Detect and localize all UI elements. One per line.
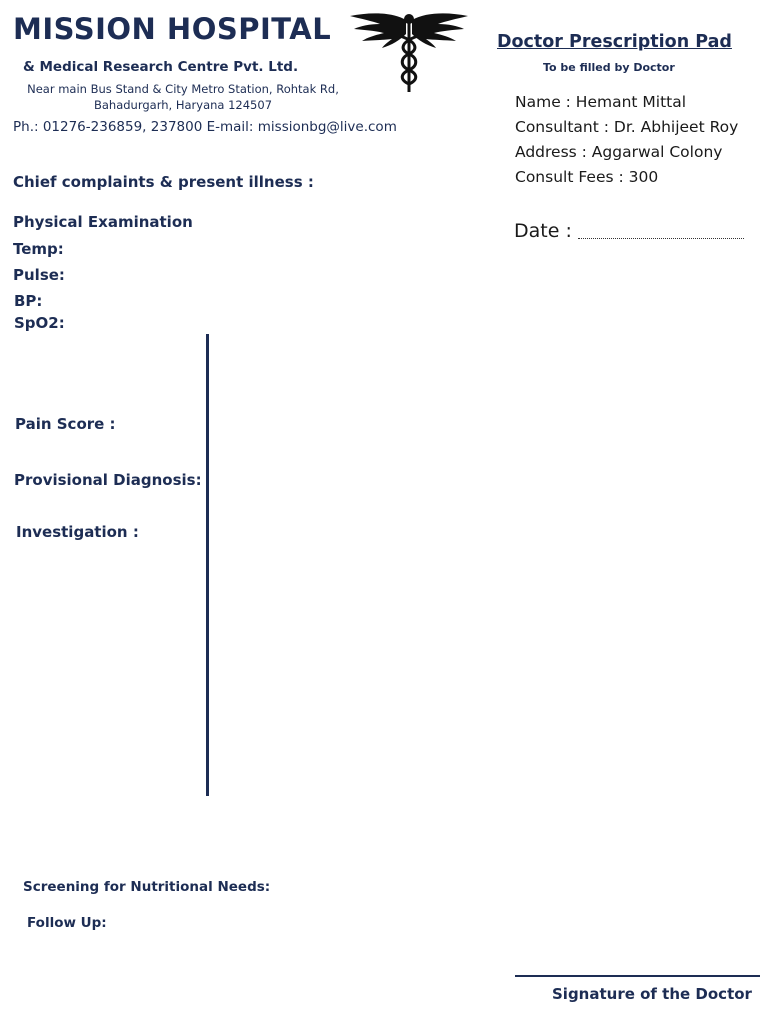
hospital-address-line1: Near main Bus Stand & City Metro Station, Rohtak Rd, <box>27 82 339 96</box>
patient-address: Address : Aggarwal Colony <box>515 143 723 161</box>
pulse-label: Pulse: <box>13 266 65 284</box>
bp-label: BP: <box>14 292 43 310</box>
chief-complaints-label: Chief complaints & present illness : <box>13 173 314 191</box>
caduceus-icon <box>348 10 470 94</box>
pain-score-label: Pain Score : <box>15 415 116 433</box>
signature-line <box>515 975 760 977</box>
pad-note: To be filled by Doctor <box>543 61 675 74</box>
spo2-label: SpO2: <box>14 314 65 332</box>
nutritional-screening-label: Screening for Nutritional Needs: <box>23 879 271 895</box>
provisional-diagnosis-label: Provisional Diagnosis: <box>14 471 202 489</box>
date-label: Date : <box>514 220 572 242</box>
doctor-signature-label: Signature of the Doctor <box>552 985 752 1003</box>
date-field[interactable] <box>578 238 744 239</box>
pad-title: Doctor Prescription Pad <box>497 32 732 52</box>
consult-fees: Consult Fees : 300 <box>515 168 659 186</box>
follow-up-label: Follow Up: <box>27 915 107 931</box>
hospital-subtitle: & Medical Research Centre Pvt. Ltd. <box>23 59 299 75</box>
hospital-name: MISSION HOSPITAL <box>13 12 332 46</box>
physical-examination-label: Physical Examination <box>13 213 193 231</box>
temp-label: Temp: <box>13 240 64 258</box>
hospital-address-line2: Bahadurgarh, Haryana 124507 <box>93 98 273 112</box>
consultant-name: Consultant : Dr. Abhijeet Roy <box>515 118 739 136</box>
investigation-label: Investigation : <box>16 523 139 541</box>
patient-name: Name : Hemant Mittal <box>515 93 687 111</box>
vertical-divider <box>206 334 209 796</box>
hospital-contact: Ph.: 01276-236859, 237800 E-mail: missionbg@live.com <box>13 119 397 135</box>
